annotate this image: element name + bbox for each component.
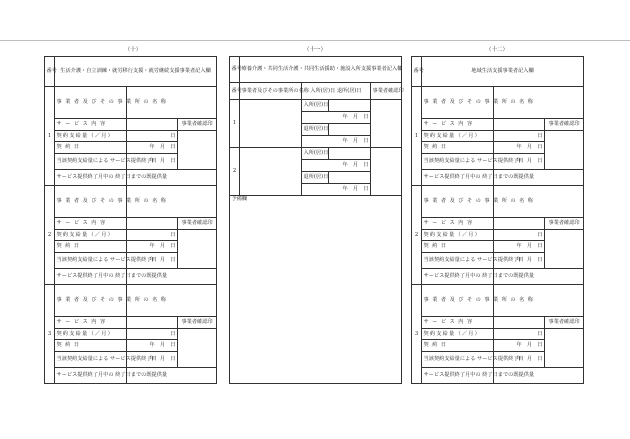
panel1-confirm-label-3: 事業者確認印 [178,317,217,329]
panel1-remain-label-1: 当該契約支給量による サービス提供終了日 [55,153,127,169]
panel3-confirm-stamp-3[interactable] [545,328,584,367]
panel3-service-label-3: サービス内容 [422,317,494,329]
panel3-service-label-2: サービス内容 [422,218,494,230]
panel1-used-label-3: サービス提供終了月中の 終了日までの既提供量 [55,367,127,383]
panel2-number: （十一） [303,47,326,53]
panel3-confirm-label-1: 事業者確認印 [545,119,584,131]
panel2-out-date-1: 年 月 日 [302,136,371,148]
panel3-contract-label-3: 契約日 [422,340,494,352]
panel1-service-field-1[interactable] [127,119,178,131]
panel1-amount-label-2: 契約支給量（／月） [55,229,127,241]
panel1-col-no: 番号 [45,57,55,87]
panel2-out-blank-2[interactable] [329,172,371,184]
panel2-name-col: 事業者及びその事業所の名称 [240,83,302,100]
panel1-name-label-1: 事業者及びその事業所の名称 [55,86,127,118]
panel1-confirm-stamp-1[interactable] [178,130,217,169]
panel3-confirm-label-2: 事業者確認印 [545,218,584,230]
panel2-inout-col: 入所(居)日 退所(居)日 [302,83,371,100]
panel2-in-blank-1[interactable] [329,100,371,112]
panel3-remain-date-2: 年 月 日 [494,252,545,268]
panel1-remain-date-2: 年 月 日 [127,252,178,268]
panel3-remain-date-1: 年 月 日 [494,153,545,169]
panel2-out-label-2: 退所(居)日 [302,172,329,184]
panel2-notes-label: 予備欄 [231,196,248,202]
panel3-amount-unit-2: 日 [494,229,545,241]
panel1-confirm-label-2: 事業者確認印 [178,218,217,230]
panel3-title: 地域生活支援事業者記入欄 [422,57,584,87]
panel3-service-field-2[interactable] [494,218,545,230]
panel1-amount-label-1: 契約支給量（／月） [55,130,127,142]
panel2-notes-area[interactable] [230,196,402,384]
panel1-form [44,56,217,384]
panel1-service-label-2: サービス内容 [55,218,127,230]
panel1-amount-label-3: 契約支給量（／月） [55,328,127,340]
panel3-confirm-stamp-2[interactable] [545,229,584,268]
panel2-name-field-1[interactable] [240,100,302,148]
panel3-used-label-1: サービス提供終了月中の 終了日までの既提供量 [422,169,494,185]
panel3-amount-label-2: 契約支給量（／月） [422,229,494,241]
panel3-amount-unit-3: 日 [494,328,545,340]
panel3-service-label-1: サービス内容 [422,119,494,131]
panel1-amount-unit-3: 日 [127,328,178,340]
page-edge [0,40,630,41]
panel2-row-1: 1 [230,100,240,148]
panel1-row-3: 3 [45,284,55,383]
panel2-in-label-2: 入所(居)日 [302,148,329,160]
panel1-used-label-2: サービス提供終了月中の 終了日までの既提供量 [55,268,127,284]
panel3-service-field-3[interactable] [494,317,545,329]
panel1-used-label-1: サービス提供終了月中の 終了日までの既提供量 [55,169,127,185]
panel1-confirm-stamp-2[interactable] [178,229,217,268]
panel1-contract-date-1: 年 月 日 [127,142,178,154]
panel2-in-date-2: 年 月 日 [302,160,371,172]
panel2-confirm-col: 事業者確認印 [371,83,402,100]
panel3-contract-date-1: 年 月 日 [494,142,545,154]
panel2-out-label-1: 退所(居)日 [302,124,329,136]
panel3-amount-label-1: 契約支給量（／月） [422,130,494,142]
panel1-confirm-label-1: 事業者確認印 [178,119,217,131]
panel1-remain-label-3: 当該契約支給量による サービス提供終了日 [55,351,127,367]
panel1-name-label-3: 事業者及びその事業所の名称 [55,284,127,316]
panel1-row-2: 2 [45,185,55,284]
panel3-name-label-2: 事業者及びその事業所の名称 [422,185,494,217]
panel3-amount-label-3: 契約支給量（／月） [422,328,494,340]
panel1-confirm-stamp-3[interactable] [178,328,217,367]
panel3-confirm-label-3: 事業者確認印 [545,317,584,329]
panel2-in-date-1: 年 月 日 [302,112,371,124]
panel3-contract-date-2: 年 月 日 [494,241,545,253]
panel2-out-date-2: 年 月 日 [302,184,371,196]
panel3-remain-date-3: 年 月 日 [494,351,545,367]
panel3-name-label-3: 事業者及びその事業所の名称 [422,284,494,316]
panel3-contract-date-3: 年 月 日 [494,340,545,352]
panel1-contract-date-2: 年 月 日 [127,241,178,253]
panel1-remain-date-3: 年 月 日 [127,351,178,367]
panel2-name-field-2[interactable] [240,148,302,196]
panel3-form [411,56,584,384]
panel2-in-blank-2[interactable] [329,148,371,160]
panel1-service-label-1: サービス内容 [55,119,127,131]
panel1-contract-label-2: 契約日 [55,241,127,253]
panel1-contract-label-3: 契約日 [55,340,127,352]
panel1-amount-unit-2: 日 [127,229,178,241]
panel3-contract-label-2: 契約日 [422,241,494,253]
panel1-remain-date-1: 年 月 日 [127,153,178,169]
panel3-row-1: 1 [412,86,422,185]
panel1-contract-label-1: 契約日 [55,142,127,154]
panel3-remain-label-1: 当該契約支給量による サービス提供終了日 [422,153,494,169]
panel3-amount-unit-1: 日 [494,130,545,142]
panel2-out-blank-1[interactable] [329,124,371,136]
panel1-service-field-2[interactable] [127,218,178,230]
panel3-confirm-stamp-1[interactable] [545,130,584,169]
panel2-row-2: 2 [230,148,240,196]
panel2-title: 療養介護・共同生活介護・共同生活援助・施設入所支援事業者記入欄 [240,57,402,83]
panel3-name-label-1: 事業者及びその事業所の名称 [422,86,494,118]
panel3-row-2: 2 [412,185,422,284]
panel1-number: （十） [124,47,142,53]
panel3-row-3: 3 [412,284,422,383]
panel1-name-label-2: 事業者及びその事業所の名称 [55,185,127,217]
panel3-col-no: 番号 [412,57,422,87]
panel3-service-field-1[interactable] [494,119,545,131]
panel1-row-1: 1 [45,86,55,185]
panel1-service-field-3[interactable] [127,317,178,329]
panel1-amount-unit-1: 日 [127,130,178,142]
panel3-remain-label-3: 当該契約支給量による サービス提供終了日 [422,351,494,367]
panel3-remain-label-2: 当該契約支給量による サービス提供終了日 [422,252,494,268]
panel3-used-label-3: サービス提供終了月中の 終了日までの既提供量 [422,367,494,383]
panel1-service-label-3: サービス内容 [55,317,127,329]
panel3-used-label-2: サービス提供終了月中の 終了日までの既提供量 [422,268,494,284]
panel2-in-label-1: 入所(居)日 [302,100,329,112]
panel1-remain-label-2: 当該契約支給量による サービス提供終了日 [55,252,127,268]
panel2-form [229,56,402,384]
panel1-title: 生活介護・自立訓練・就労移行支援・就労継続支援事業者記入欄 [55,57,217,87]
panel1-contract-date-3: 年 月 日 [127,340,178,352]
panel3-number: （十二） [485,47,508,53]
panel2-confirm-stamp-1[interactable] [371,100,402,148]
panel2-col-no: 番号 [230,57,240,83]
panel2-confirm-stamp-2[interactable] [371,148,402,196]
panel3-contract-label-1: 契約日 [422,142,494,154]
panel2-col-no-2: 番号 [230,83,240,100]
